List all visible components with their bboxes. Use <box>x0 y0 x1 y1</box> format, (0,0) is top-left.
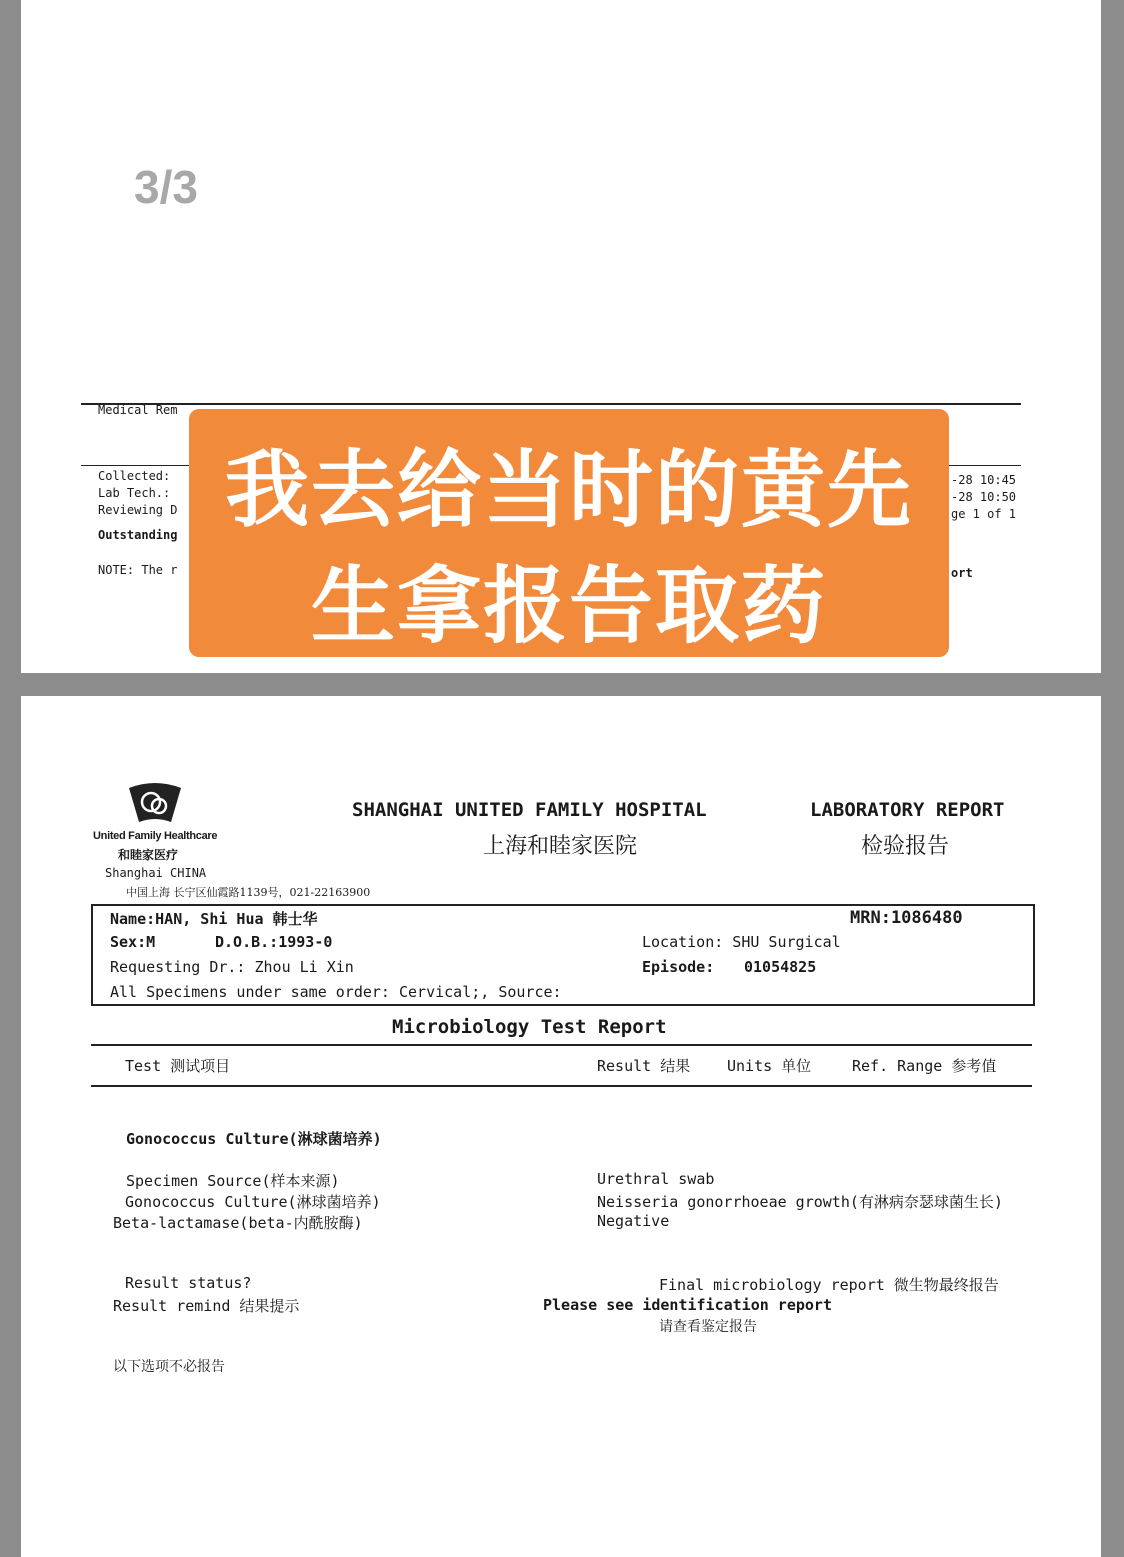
hospital-logo-icon <box>127 780 183 824</box>
table-row-result: Urethral swab <box>597 1170 715 1188</box>
report-title: Microbiology Test Report <box>392 1016 667 1038</box>
episode-value: 01054825 <box>744 958 817 976</box>
section-title: Gonococcus Culture(淋球菌培养) <box>126 1130 382 1148</box>
laboratory-report-page <box>21 696 1101 1557</box>
dob-label: D.O.B.:1993-0 <box>215 933 333 951</box>
sex-label: Sex:M <box>110 933 156 951</box>
city-label: Shanghai CHINA <box>105 866 207 880</box>
hospital-name-cn: 上海和睦家医院 <box>483 834 638 859</box>
page-counter: 3/3 <box>134 161 198 213</box>
episode-label: Episode: <box>642 958 715 976</box>
collected-label: Collected: <box>98 469 171 483</box>
table-row-result: Neisseria gonorrhoeae growth(有淋病奈瑟球菌生长) <box>597 1193 1003 1211</box>
report-type-cn: 检验报告 <box>861 834 950 859</box>
specimens-label: All Specimens under same order: Cervical;, Source: <box>110 983 562 1001</box>
divider <box>91 1085 1032 1087</box>
outstanding-label: Outstanding <box>98 528 178 542</box>
divider <box>91 1044 1032 1046</box>
table-row-result: Negative <box>597 1212 670 1230</box>
page-of-label: ge 1 of 1 <box>951 507 1017 521</box>
table-row-test: Beta-lactamase(beta-内酰胺酶) <box>113 1214 363 1232</box>
medical-remarks-label: Medical Rem <box>98 403 178 417</box>
result-status-label: Result status? <box>125 1274 252 1292</box>
lab-tech-time: -28 10:50 <box>951 490 1017 504</box>
divider <box>81 403 1021 405</box>
report-type-en: LABORATORY REPORT <box>810 799 1005 821</box>
result-status-value: Final microbiology report 微生物最终报告 <box>659 1276 999 1294</box>
caption-line-2: 生拿报告取药 <box>310 557 827 655</box>
column-header-units: Units 单位 <box>727 1057 812 1075</box>
table-row-test: Gonococcus Culture(淋球菌培养) <box>125 1193 381 1211</box>
collected-time: -28 10:45 <box>951 473 1017 487</box>
report-page-3-fragment <box>21 0 1101 673</box>
result-remind-value: Please see identification report <box>543 1296 832 1314</box>
result-remind-label: Result remind 结果提示 <box>113 1297 300 1315</box>
note-label: NOTE: The r <box>98 563 178 577</box>
patient-info-box <box>91 904 1035 1006</box>
logo-text-en: United Family Healthcare <box>93 830 218 842</box>
location-label: Location: SHU Surgical <box>642 933 841 951</box>
column-header-result: Result 结果 <box>597 1057 691 1075</box>
caption-line-1: 我去给当时的黄先 <box>224 441 913 539</box>
column-header-test: Test 测试项目 <box>125 1057 231 1075</box>
logo-text-cn: 和睦家医疗 <box>118 848 179 862</box>
table-row-test: Specimen Source(样本来源) <box>126 1172 340 1190</box>
lab-tech-label: Lab Tech.: <box>98 486 171 500</box>
hospital-name-en: SHANGHAI UNITED FAMILY HOSPITAL <box>352 799 707 821</box>
reviewing-label: Reviewing D <box>98 503 178 517</box>
requesting-dr-label: Requesting Dr.: Zhou Li Xin <box>110 958 354 976</box>
result-remind-cn: 请查看鉴定报告 <box>659 1319 757 1335</box>
mrn-label: MRN:1086480 <box>850 908 963 928</box>
report-fragment: ort <box>951 566 973 580</box>
patient-name: Name:HAN, Shi Hua 韩士华 <box>110 910 318 928</box>
overlay-caption-banner <box>189 409 949 657</box>
footer-note: 以下选项不必报告 <box>113 1359 225 1375</box>
address-label: 中国上海 长宁区仙霞路1139号，021-22163900 <box>126 886 371 899</box>
column-header-range: Ref. Range 参考值 <box>852 1057 997 1075</box>
